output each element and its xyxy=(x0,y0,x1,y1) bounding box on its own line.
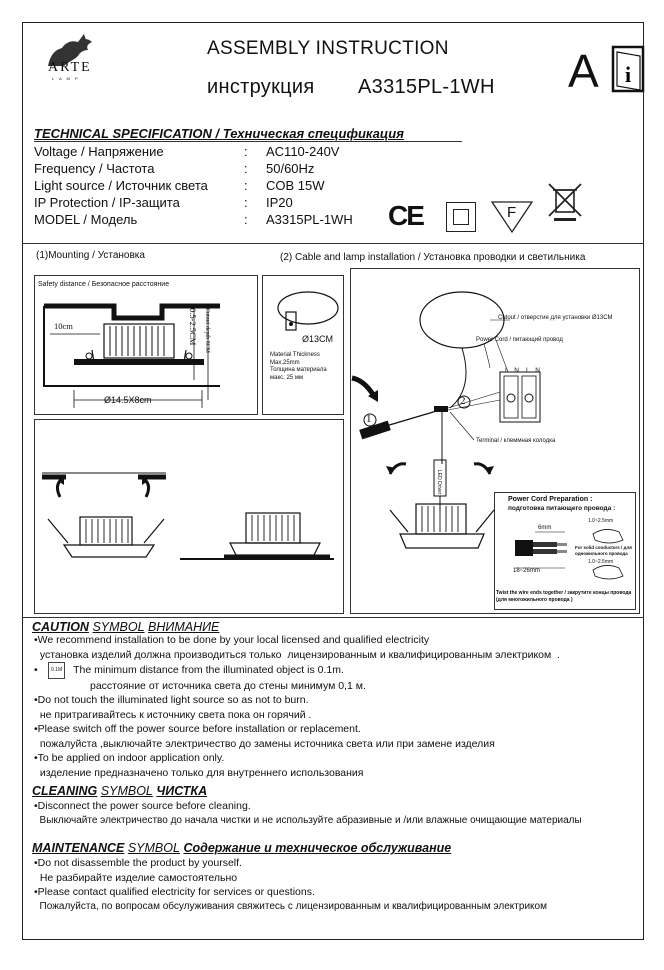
spec-value: 50/60Hz xyxy=(266,161,315,176)
prep-25mm-b: 1.0~2.5mm xyxy=(588,559,614,565)
spec-heading-en: TECHNICAL SPECIFICATION / xyxy=(34,126,220,141)
prep-title-ru: подготовка питающего провода : xyxy=(508,505,616,512)
ce-mark-icon: CE xyxy=(388,200,423,231)
terminal-pins-top-2 xyxy=(526,367,540,374)
maintenance-line: Пожалуйста, по вопросам обсулуживания свяжитесь с лицензированным и квалифицированным электриком xyxy=(34,900,547,912)
spec-value: COB 15W xyxy=(266,178,325,193)
spec-row: IP Protection / IP-защита : IP20 xyxy=(34,195,293,210)
dim-cut-depth: Cutout depth 8CM xyxy=(204,308,210,354)
cleaning-line: Выключайте электричество до начала чистки и не используйте абразивные и /или влажные очищающие материалы xyxy=(34,814,582,826)
maintenance-heading-en: MAINTENANCE xyxy=(32,841,125,855)
terminal-pins-top xyxy=(505,367,519,374)
spec-value: IP20 xyxy=(266,195,293,210)
spec-value: AC110-240V xyxy=(266,144,340,159)
caution-line: изделение предназначено только для внутреннего использования xyxy=(34,766,364,779)
material-line: Толщина материала xyxy=(270,367,327,373)
maintenance-heading-ru: Содержание и техническое обслуживание xyxy=(183,841,452,855)
maintenance-heading-symbol: SYMBOL xyxy=(127,841,180,855)
caution-heading-ru: ВНИМАНИЕ xyxy=(148,620,220,634)
power-cord-label: Power Cord / питающий провод xyxy=(476,337,563,343)
maintenance-line: Не разбирайте изделие самостоятельно xyxy=(34,871,238,884)
caution-line: расстояние от источника света до стены минимум 0,1 м. xyxy=(90,679,366,692)
spec-label: Voltage / Напряжение xyxy=(34,144,164,159)
spec-heading-ru: Техническая спецификация xyxy=(222,126,404,141)
spec-row: MODEL / Модель : A3315PL-1WH xyxy=(34,212,353,227)
info-book-icon xyxy=(612,46,646,94)
prep-25mm-a: 1.0~2.5mm xyxy=(588,518,614,524)
mounting-diagram xyxy=(34,290,258,410)
step-number-1: 1 xyxy=(366,413,372,425)
spec-rule xyxy=(34,141,462,142)
prep-title: Power Cord Preparation : xyxy=(508,496,593,503)
prep-18mm: 18~26mm xyxy=(513,568,540,574)
spec-row: Light source / Источник света : COB 15W xyxy=(34,178,325,193)
material-line: Max.25mm xyxy=(270,359,300,366)
caution-line: •To be applied on indoor application only. xyxy=(34,752,225,764)
caution-line: •We recommend installation to be done by your local licensed and qualified electricity xyxy=(34,634,430,646)
material-line: макс. 25 мм xyxy=(270,374,304,381)
spec-row: Voltage / Напряжение : AC110-240V xyxy=(34,144,340,159)
step-number-2: 2 xyxy=(460,395,466,407)
spec-label: IP Protection / IP-защита xyxy=(34,195,180,210)
step1-title: (1)Mounting / Установка xyxy=(36,250,145,261)
caution-heading-symbol: SYMBOL xyxy=(92,620,145,634)
caution-distance-row: • 0.1M The minimum distance from the illuminated object is 0.1m. xyxy=(34,662,634,679)
cleaning-line: •Disconnect the power source before cleaning. xyxy=(34,800,251,812)
prep-6mm: 6mm xyxy=(538,525,552,531)
led-driver-label: LED Driver xyxy=(436,470,442,495)
class2-icon xyxy=(446,202,476,232)
maintenance-list xyxy=(34,856,634,914)
spec-label: Frequency / Частота xyxy=(34,161,155,176)
brand-name: ARTE xyxy=(48,60,92,75)
corner-letter: A xyxy=(568,45,599,97)
spec-label: MODEL / Модель xyxy=(34,212,138,227)
dim-10cm: 10cm xyxy=(54,321,73,331)
distance-0-1m-icon: 0.1M xyxy=(48,662,65,679)
cleaning-heading-ru: ЧИСТКА xyxy=(156,784,208,798)
caution-line: пожалуйста ,выключайте электричество до замены источника света или при замене изделия xyxy=(34,737,495,750)
caution-line: установка изделий должна производиться только лицензированным и квалифицированным электриком . xyxy=(34,648,560,661)
maintenance-line: •Please contact qualified electricity for services or questions. xyxy=(34,886,315,898)
safety-distance-label: Safety distance / Безопасное расстояние xyxy=(38,281,170,288)
maintenance-heading xyxy=(32,841,451,855)
weee-bin-icon xyxy=(546,180,584,222)
cleaning-heading-symbol: SYMBOL xyxy=(100,784,153,798)
spec-value: A3315PL-1WH xyxy=(266,212,353,227)
prep-twist-note: Twist the wire ends together / закрутите концы провода (для многожильного провода ) xyxy=(496,590,632,603)
spec-heading xyxy=(34,126,404,141)
dim-depth: 0.5-2.5CM xyxy=(188,308,198,346)
caution-line: не притрагивайтесь к источнику света пока он горячий . xyxy=(34,708,312,721)
cut-diameter: Ø13CM xyxy=(302,334,334,344)
insertion-diagram xyxy=(34,419,344,614)
spec-label: Light source / Источник света xyxy=(34,178,208,193)
brand-sub: L A M P xyxy=(52,76,80,81)
material-line: Material Thickness xyxy=(270,352,320,358)
cutout-label: Cutout / отверстие для установки Ø13CM xyxy=(498,315,613,321)
pin-label: L xyxy=(505,367,509,374)
title-ru: инструкция xyxy=(207,76,315,98)
caution-heading-en: CAUTION xyxy=(32,620,89,634)
terminal-label: Terminal / клеммная колодка xyxy=(476,438,556,444)
pin-label: N xyxy=(535,367,540,374)
cleaning-heading-en: CLEANING xyxy=(32,784,98,798)
f-mark-label: F xyxy=(507,204,517,221)
caution-line: The minimum distance from the illuminated object is 0.1m. xyxy=(73,664,344,676)
caution-line: •Please switch off the power source before installation or replacement. xyxy=(34,723,361,735)
step2-title: (2) Cable and lamp installation / Установка проводки и светильника xyxy=(280,252,586,263)
spec-row: Frequency / Частота : 50/60Hz xyxy=(34,161,315,176)
pin-label: N xyxy=(514,367,519,374)
divider xyxy=(22,243,644,244)
title-en: ASSEMBLY INSTRUCTION xyxy=(207,38,449,59)
title-model: A3315PL-1WH xyxy=(358,76,495,98)
maintenance-line: •Do not disassemble the product by yourself. xyxy=(34,857,242,869)
caution-heading xyxy=(32,620,219,634)
caution-list xyxy=(34,633,634,780)
divider xyxy=(22,617,644,618)
svg-text:i: i xyxy=(625,62,632,87)
caution-line: •Do not touch the illuminated light source so as not to burn. xyxy=(34,694,309,706)
pin-label: L xyxy=(526,367,530,374)
dim-size: Ø14.5X8cm xyxy=(104,395,152,405)
material-note xyxy=(270,352,327,382)
prep-solid-note: For solid conductors / для одножильного провода xyxy=(575,545,632,556)
cleaning-heading xyxy=(32,784,207,798)
cleaning-list xyxy=(34,799,634,828)
